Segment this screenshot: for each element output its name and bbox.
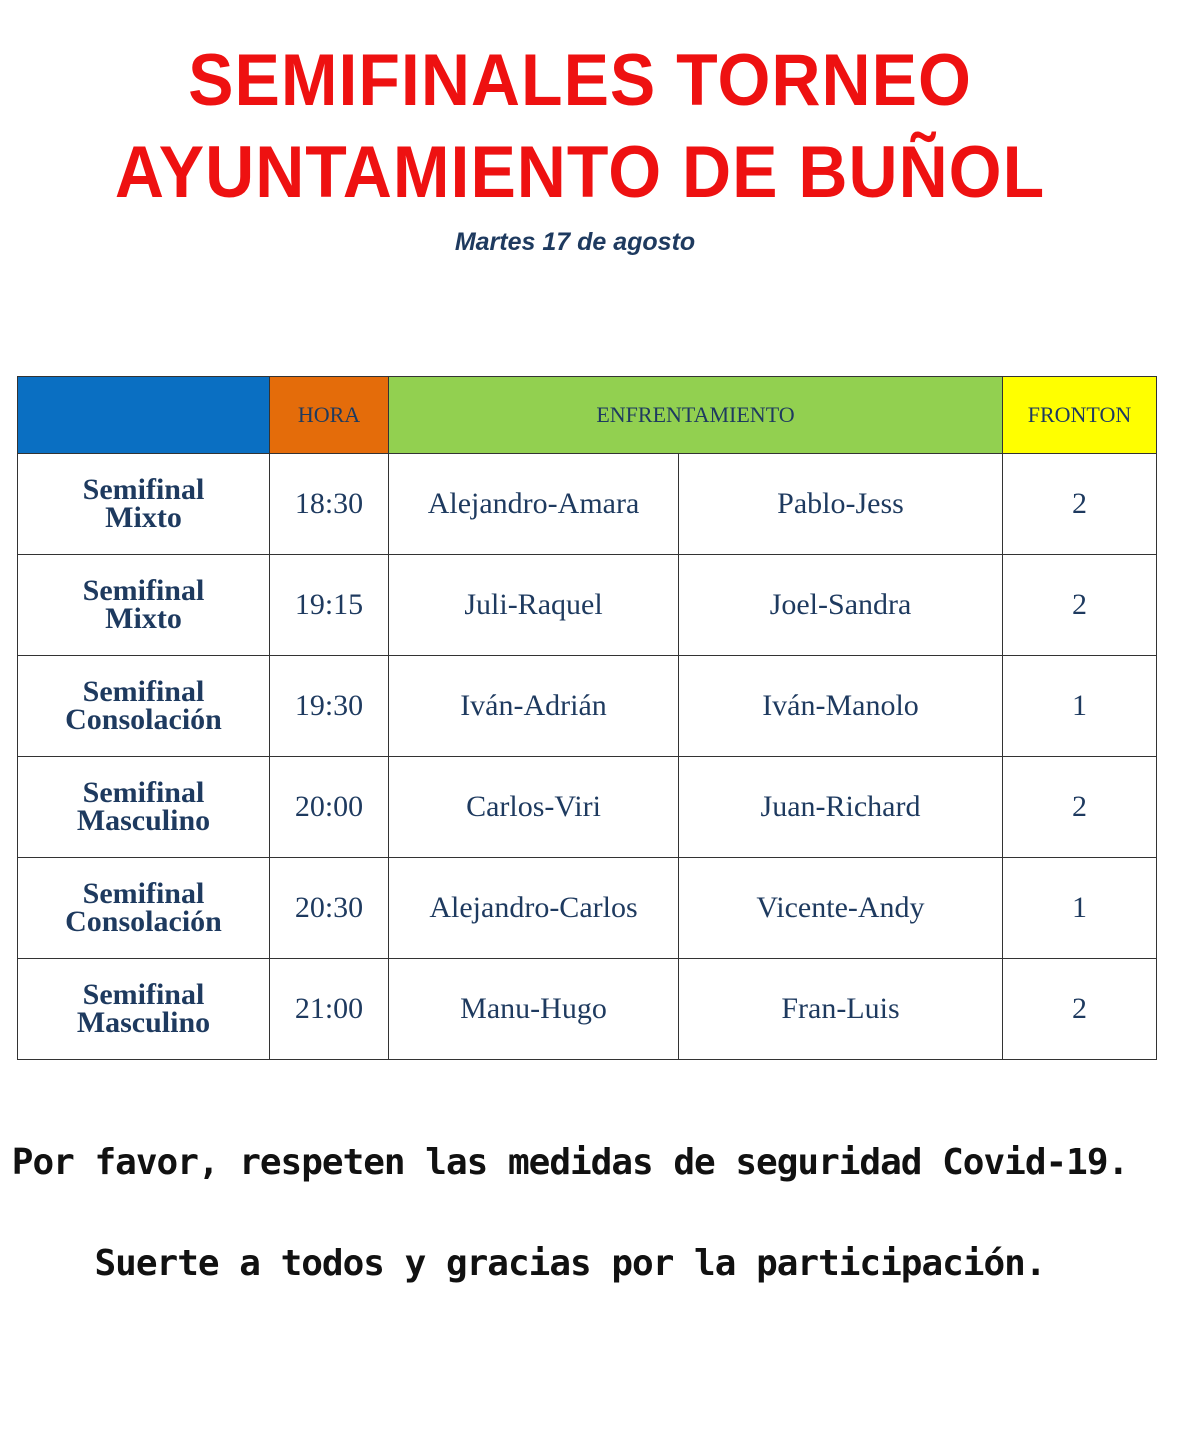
table-row: [18, 757, 1157, 858]
table-row: [18, 454, 1157, 555]
category-label: Semifinal: [82, 674, 205, 708]
category-type: Consolación: [65, 905, 222, 938]
team-1-cell: Iván-Adrián: [389, 656, 679, 757]
team-1-cell: Alejandro-Amara: [389, 454, 679, 555]
page-subtitle-date: Martes 17 de agosto: [454, 228, 696, 256]
team-2-cell: Joel-Sandra: [679, 555, 1003, 656]
team-1-cell: Juli-Raquel: [389, 555, 679, 656]
category-type: Masculino: [76, 804, 211, 837]
category-type: Masculino: [76, 1006, 211, 1039]
team-1-cell: Alejandro-Carlos: [389, 858, 679, 959]
category-label: Semifinal: [82, 876, 205, 910]
page-title-line-2: AYUNTAMIENTO DE BUÑOL: [114, 130, 1046, 214]
team-2-cell: Vicente-Andy: [679, 858, 1003, 959]
fronton-cell: 1: [1003, 858, 1157, 959]
thanks-message: Suerte a todos y gracias por la participación.: [94, 1243, 1046, 1284]
time-cell: 18:30: [270, 454, 389, 555]
table-row: [18, 656, 1157, 757]
team-1-cell: Manu-Hugo: [389, 959, 679, 1060]
category-label: Semifinal: [82, 573, 205, 607]
header-fronton: FRONTON: [1003, 377, 1157, 454]
category-label: Semifinal: [82, 472, 205, 506]
category-cell: [18, 656, 270, 757]
fronton-cell: 2: [1003, 555, 1157, 656]
category-cell: [18, 858, 270, 959]
category-cell: [18, 454, 270, 555]
time-cell: 20:30: [270, 858, 389, 959]
fronton-cell: 2: [1003, 454, 1157, 555]
table-header-row: [18, 377, 1157, 454]
category-type: Consolación: [65, 703, 222, 736]
fronton-cell: 2: [1003, 959, 1157, 1060]
team-2-cell: Juan-Richard: [679, 757, 1003, 858]
header-category: [18, 377, 270, 454]
fronton-cell: 2: [1003, 757, 1157, 858]
team-2-cell: Fran-Luis: [679, 959, 1003, 1060]
team-2-cell: Pablo-Jess: [679, 454, 1003, 555]
category-cell: [18, 757, 270, 858]
header-hora: HORA: [270, 377, 389, 454]
table-row: [18, 959, 1157, 1060]
time-cell: 20:00: [270, 757, 389, 858]
category-label: Semifinal: [82, 977, 205, 1011]
category-cell: [18, 959, 270, 1060]
table-row: [18, 555, 1157, 656]
category-cell: [18, 555, 270, 656]
time-cell: 21:00: [270, 959, 389, 1060]
category-type: Mixto: [105, 501, 182, 534]
team-2-cell: Iván-Manolo: [679, 656, 1003, 757]
time-cell: 19:30: [270, 656, 389, 757]
category-type: Mixto: [105, 602, 182, 635]
schedule-table: [17, 376, 1157, 1060]
time-cell: 19:15: [270, 555, 389, 656]
team-1-cell: Carlos-Viri: [389, 757, 679, 858]
page-title-line-1: SEMIFINALES TORNEO: [188, 38, 972, 122]
covid-safety-notice: Por favor, respeten las medidas de seguridad Covid-19.: [11, 1142, 1129, 1183]
table-row: [18, 858, 1157, 959]
category-label: Semifinal: [82, 775, 205, 809]
fronton-cell: 1: [1003, 656, 1157, 757]
header-enfrentamiento: ENFRENTAMIENTO: [389, 377, 1003, 454]
